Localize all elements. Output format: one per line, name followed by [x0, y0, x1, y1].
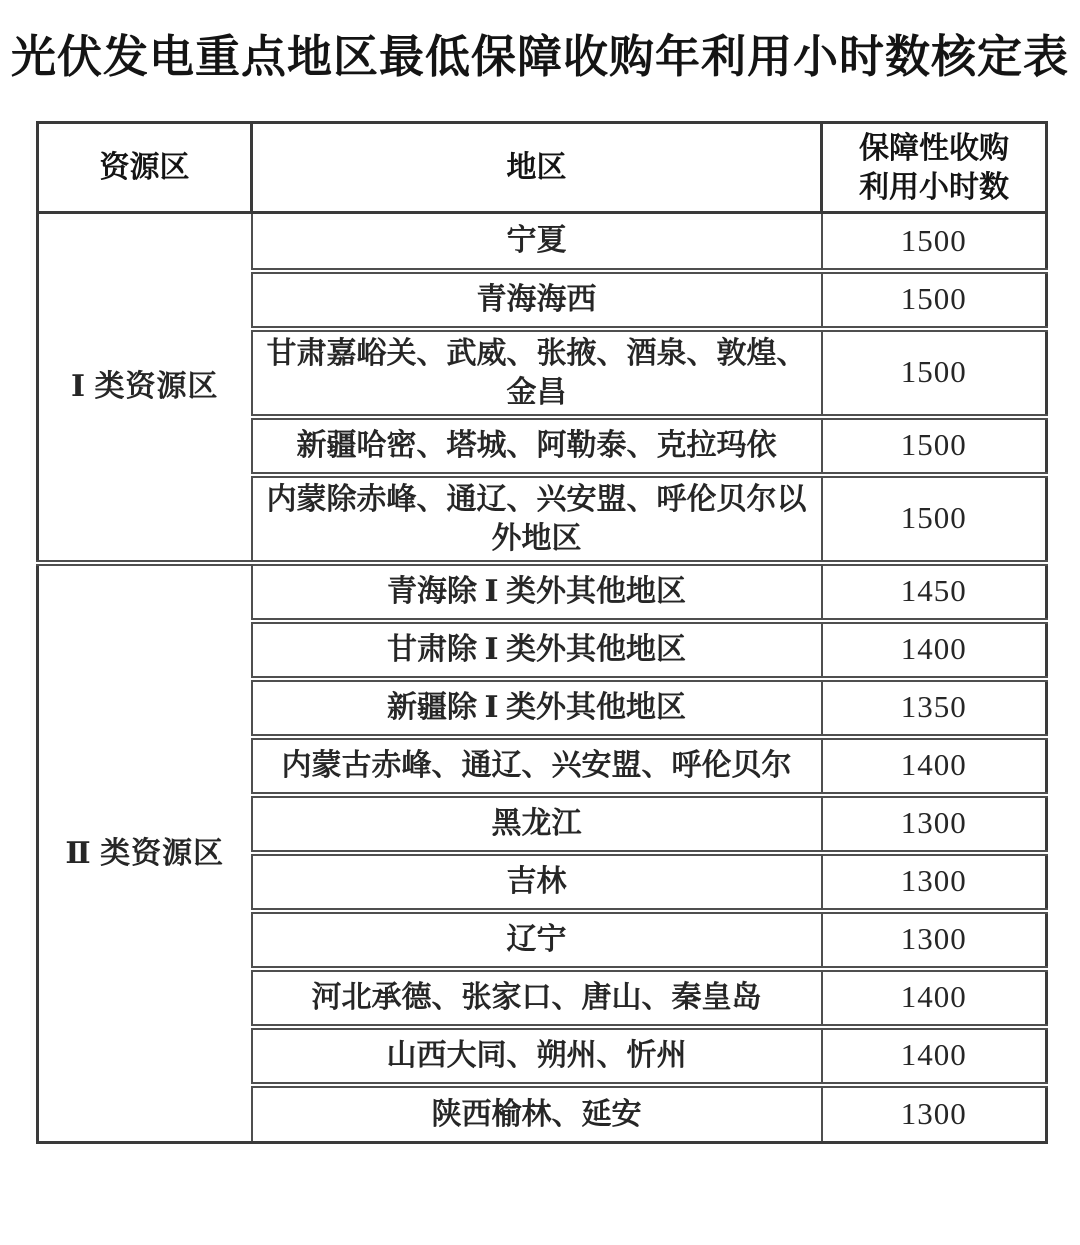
- hours-cell: 1400: [822, 737, 1047, 795]
- region-cell: 青海除 Ⅰ 类外其他地区: [252, 563, 822, 621]
- hours-cell: 1500: [822, 329, 1047, 417]
- table-row: [38, 213, 1047, 271]
- region-cell: 新疆除 Ⅰ 类外其他地区: [252, 679, 822, 737]
- zone-cell-class1: Ⅰ 类资源区: [38, 213, 252, 563]
- region-cell: 辽宁: [252, 911, 822, 969]
- hours-cell: 1300: [822, 795, 1047, 853]
- header-row: [38, 123, 1047, 213]
- page-title: 光伏发电重点地区最低保障收购年利用小时数核定表: [10, 31, 1069, 82]
- hours-cell: 1500: [822, 271, 1047, 329]
- hours-cell: 1400: [822, 621, 1047, 679]
- region-cell: 新疆哈密、塔城、阿勒泰、克拉玛依: [252, 417, 822, 475]
- region-cell: 山西大同、朔州、忻州: [252, 1027, 822, 1085]
- hours-cell: 1500: [822, 475, 1047, 563]
- hours-cell: 1400: [822, 969, 1047, 1027]
- region-cell: 黑龙江: [252, 795, 822, 853]
- hours-cell: 1300: [822, 853, 1047, 911]
- region-cell: 陕西榆林、延安: [252, 1085, 822, 1143]
- header-hours-line1: 保障性收购: [859, 131, 1009, 165]
- region-cell: 内蒙除赤峰、通辽、兴安盟、呼伦贝尔以外地区: [252, 475, 822, 563]
- header-hours: [822, 123, 1047, 213]
- header-region: 地区: [252, 123, 822, 213]
- header-zone: 资源区: [38, 123, 252, 213]
- hours-table: [36, 121, 1048, 1144]
- hours-cell: 1300: [822, 911, 1047, 969]
- region-cell: 吉林: [252, 853, 822, 911]
- hours-cell: 1400: [822, 1027, 1047, 1085]
- table-row: [38, 563, 1047, 621]
- region-cell: 宁夏: [252, 213, 822, 271]
- hours-cell: 1350: [822, 679, 1047, 737]
- region-cell: 甘肃嘉峪关、武威、张掖、酒泉、敦煌、金昌: [252, 329, 822, 417]
- hours-cell: 1450: [822, 563, 1047, 621]
- hours-cell: 1500: [822, 213, 1047, 271]
- header-hours-line2: 利用小时数: [859, 170, 1009, 204]
- region-cell: 甘肃除 Ⅰ 类外其他地区: [252, 621, 822, 679]
- zone-cell-class2: Ⅱ 类资源区: [38, 563, 252, 1143]
- hours-cell: 1300: [822, 1085, 1047, 1143]
- region-cell: 内蒙古赤峰、通辽、兴安盟、呼伦贝尔: [252, 737, 822, 795]
- region-cell: 青海海西: [252, 271, 822, 329]
- region-cell: 河北承德、张家口、唐山、秦皇岛: [252, 969, 822, 1027]
- hours-cell: 1500: [822, 417, 1047, 475]
